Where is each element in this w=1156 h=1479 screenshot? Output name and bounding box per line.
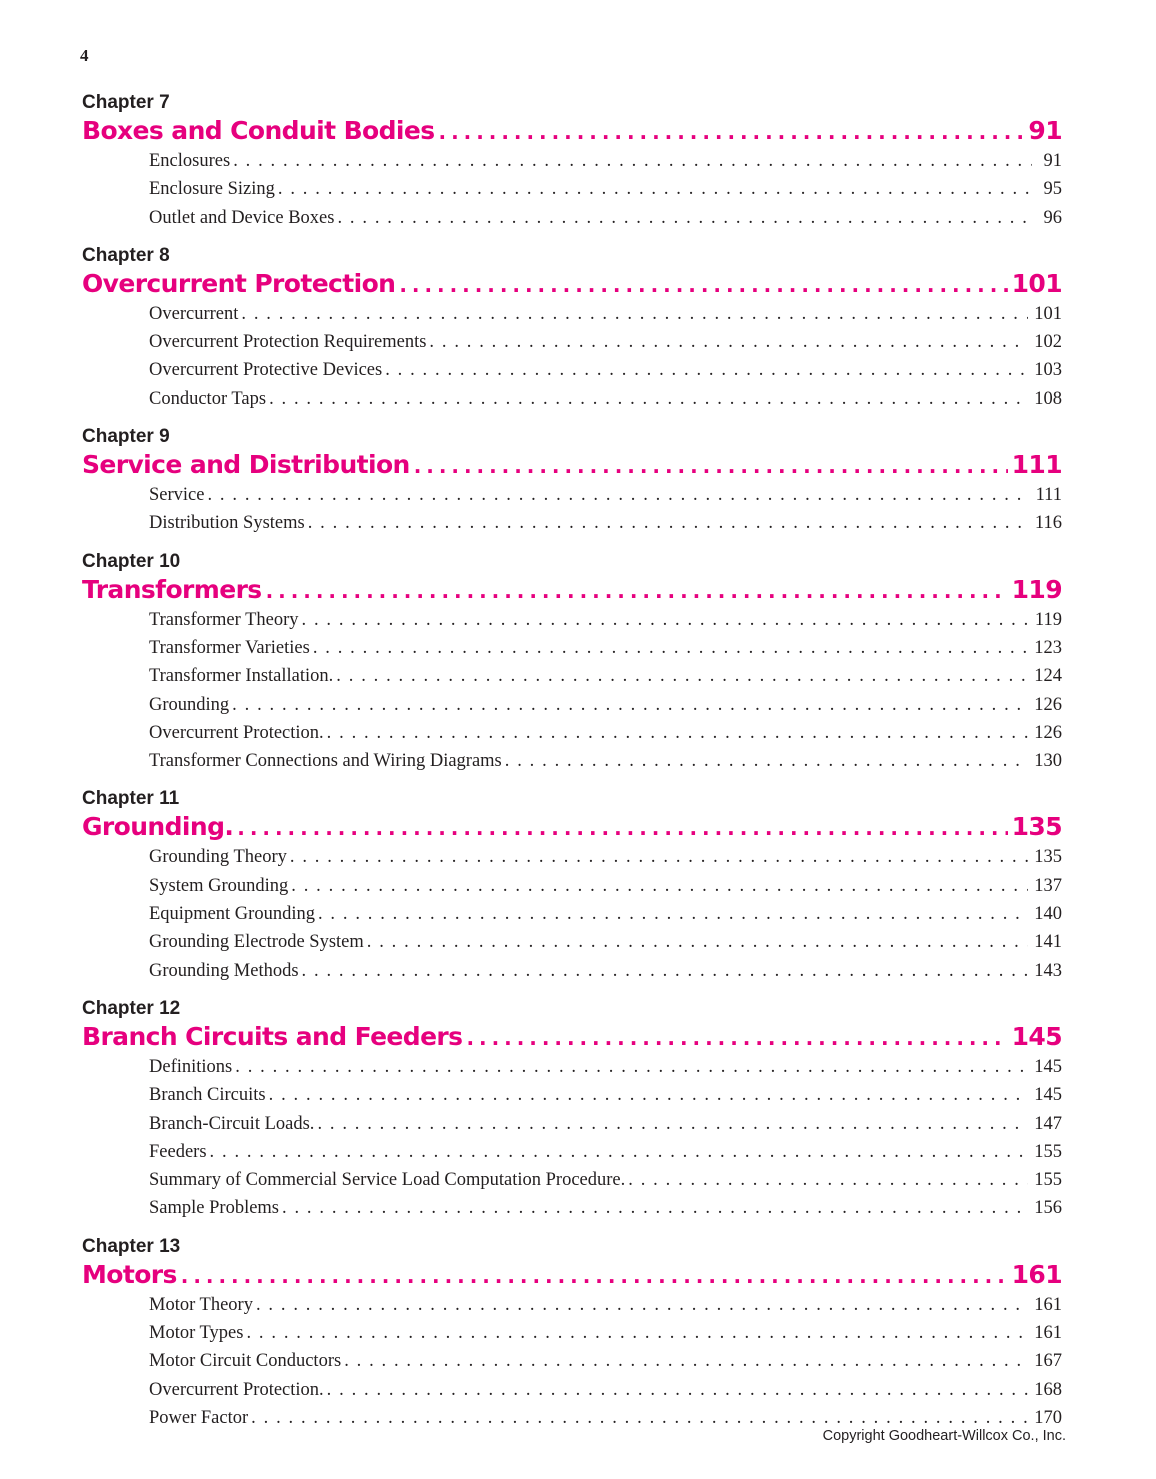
section-entry[interactable]	[149, 900, 1062, 928]
dot-leader	[282, 1194, 1028, 1222]
dot-leader	[439, 117, 1025, 147]
chapter-11	[82, 788, 1062, 997]
section-entry[interactable]	[149, 175, 1062, 203]
section-entry[interactable]	[149, 1347, 1062, 1375]
dot-leader	[266, 576, 1008, 606]
dot-leader	[308, 509, 1029, 537]
section-list	[82, 300, 1062, 426]
section-title: Overcurrent Protection.	[149, 1379, 324, 1400]
dot-leader	[232, 691, 1028, 719]
dot-leader	[399, 270, 1007, 300]
section-entry[interactable]	[149, 747, 1062, 775]
chapter-label: Chapter 13	[82, 1235, 181, 1257]
section-page: 137	[1034, 875, 1062, 896]
section-title: Transformer Installation.	[149, 666, 334, 687]
section-entry[interactable]	[149, 1110, 1062, 1138]
section-title: Transformer Varieties	[149, 637, 310, 658]
chapter-title-row[interactable]	[82, 1260, 1062, 1291]
dot-leader	[278, 175, 1032, 203]
section-entry[interactable]	[149, 719, 1062, 747]
section-page: 91	[1043, 151, 1062, 171]
section-title: Sample Problems	[149, 1198, 280, 1219]
chapter-label: Chapter 7	[82, 92, 170, 113]
section-page: 126	[1034, 694, 1062, 715]
chapter-title-row[interactable]	[82, 269, 1062, 300]
section-title: Grounding Electrode System	[149, 932, 364, 953]
dot-leader	[210, 1138, 1029, 1166]
section-page: 155	[1034, 1170, 1062, 1191]
chapter-title-row[interactable]	[82, 450, 1062, 481]
section-title: Summary of Commercial Service Load Computation Procedure.	[149, 1170, 626, 1191]
dot-leader	[246, 1319, 1028, 1347]
section-title: Grounding Methods	[149, 960, 299, 981]
chapter-12	[82, 998, 1062, 1236]
section-title: Equipment Grounding	[149, 904, 315, 925]
dot-leader	[385, 356, 1028, 384]
section-title: Feeders	[149, 1141, 207, 1162]
section-page: 156	[1034, 1198, 1062, 1219]
section-entry[interactable]	[149, 1053, 1062, 1081]
section-page: 116	[1034, 513, 1062, 534]
section-page: 126	[1034, 722, 1062, 743]
section-page: 140	[1034, 904, 1062, 925]
dot-leader	[291, 872, 1028, 900]
section-list	[82, 1291, 1062, 1445]
section-entry[interactable]	[149, 1194, 1062, 1222]
section-page: 161	[1034, 1323, 1062, 1344]
chapter-7	[82, 92, 1062, 245]
section-entry[interactable]	[149, 957, 1062, 985]
chapter-label: Chapter 11	[82, 788, 180, 810]
dot-leader	[429, 328, 1028, 356]
section-title: Motor Types	[149, 1323, 244, 1344]
chapter-title-row[interactable]	[82, 575, 1062, 606]
dot-leader	[313, 634, 1028, 662]
section-entry[interactable]	[149, 928, 1062, 956]
section-entry[interactable]	[149, 300, 1062, 328]
chapter-page: 111	[1011, 450, 1062, 480]
section-entry[interactable]	[149, 662, 1062, 690]
chapter-title-row[interactable]	[82, 812, 1062, 843]
chapter-page: 135	[1011, 812, 1062, 842]
section-entry[interactable]	[149, 356, 1062, 384]
section-page: 143	[1034, 960, 1062, 981]
dot-leader	[367, 928, 1028, 956]
chapter-title: Motors	[82, 1259, 177, 1289]
section-title: Overcurrent Protection.	[149, 722, 324, 743]
section-title: Enclosures	[149, 151, 231, 171]
section-page: 167	[1034, 1351, 1062, 1372]
chapter-title: Branch Circuits and Feeders	[82, 1021, 463, 1051]
chapter-page: 119	[1011, 574, 1062, 604]
chapter-label: Chapter 10	[82, 550, 181, 572]
section-page: 123	[1034, 637, 1062, 658]
section-entry[interactable]	[149, 1376, 1062, 1404]
section-entry[interactable]	[149, 204, 1062, 232]
section-page: 95	[1043, 179, 1062, 200]
chapter-8	[82, 245, 1062, 426]
section-entry[interactable]	[149, 843, 1062, 871]
section-title: Overcurrent Protective Devices	[149, 360, 383, 381]
copyright-notice: Copyright Goodheart-Willcox Co., Inc.	[822, 1428, 1066, 1444]
section-page: 135	[1034, 847, 1062, 868]
section-page: 103	[1034, 360, 1062, 381]
dot-leader	[414, 451, 1008, 481]
chapter-13	[82, 1236, 1062, 1445]
dot-leader	[466, 1023, 1007, 1053]
section-page: 168	[1034, 1379, 1062, 1400]
section-title: Overcurrent	[149, 303, 239, 324]
dot-leader	[241, 300, 1028, 328]
chapter-10	[82, 551, 1062, 789]
dot-leader	[628, 1166, 1028, 1194]
section-title: Branch Circuits	[149, 1085, 266, 1106]
section-entry[interactable]	[149, 385, 1062, 413]
section-page: 102	[1034, 332, 1062, 353]
dot-leader	[318, 900, 1028, 928]
dot-leader	[269, 385, 1028, 413]
chapter-label: Chapter 9	[82, 426, 170, 448]
section-entry[interactable]	[149, 1166, 1062, 1194]
section-page: 161	[1034, 1294, 1062, 1315]
section-entry[interactable]	[149, 509, 1062, 537]
section-entry[interactable]	[149, 1138, 1062, 1166]
section-title: System Grounding	[149, 875, 289, 896]
section-list	[82, 606, 1062, 789]
chapter-title: Service and Distribution	[82, 450, 410, 480]
section-entry[interactable]	[149, 1319, 1062, 1347]
section-title: Grounding Theory	[149, 847, 287, 868]
chapter-9	[82, 426, 1062, 551]
section-title: Motor Theory	[149, 1294, 253, 1315]
section-title: Distribution Systems	[149, 513, 305, 534]
section-page: 145	[1034, 1056, 1062, 1077]
dot-leader	[233, 147, 1032, 175]
dot-leader	[290, 843, 1028, 871]
chapter-title: Grounding.	[82, 812, 234, 842]
section-page: 101	[1034, 303, 1062, 324]
dot-leader	[269, 1081, 1029, 1109]
dot-leader	[327, 1376, 1029, 1404]
chapter-title: Transformers	[82, 574, 262, 604]
section-page: 145	[1034, 1085, 1062, 1106]
section-page: 111	[1035, 485, 1062, 506]
section-title: Motor Circuit Conductors	[149, 1351, 342, 1372]
dot-leader	[237, 813, 1007, 843]
dot-leader	[344, 1347, 1028, 1375]
section-page: 96	[1043, 207, 1062, 228]
section-title: Power Factor	[149, 1407, 249, 1428]
section-entry[interactable]	[149, 691, 1062, 719]
section-page: 155	[1034, 1141, 1062, 1162]
chapter-page: 91	[1028, 116, 1062, 145]
table-of-contents	[82, 92, 1062, 1445]
section-entry[interactable]	[149, 1081, 1062, 1109]
dot-leader	[337, 204, 1032, 232]
section-title: Outlet and Device Boxes	[149, 207, 335, 228]
section-list	[82, 147, 1062, 245]
section-title: Transformer Theory	[149, 609, 299, 630]
section-title: Service	[149, 485, 205, 506]
dot-leader	[181, 1261, 1008, 1291]
section-entry[interactable]	[149, 328, 1062, 356]
section-list	[82, 843, 1062, 997]
chapter-page: 161	[1011, 1259, 1062, 1289]
chapter-title-row[interactable]	[82, 116, 1062, 147]
chapter-page: 145	[1011, 1021, 1062, 1051]
dot-leader	[302, 957, 1029, 985]
dot-leader	[207, 481, 1029, 509]
section-page: 130	[1034, 751, 1062, 772]
dot-leader	[256, 1291, 1028, 1319]
section-title: Conductor Taps	[149, 388, 267, 409]
section-page: 141	[1034, 932, 1062, 953]
section-entry[interactable]	[149, 606, 1062, 634]
section-entry[interactable]	[149, 634, 1062, 662]
page-number: 4	[80, 46, 89, 65]
section-entry[interactable]	[149, 147, 1062, 175]
section-list	[82, 1053, 1062, 1236]
dot-leader	[235, 1053, 1028, 1081]
section-list	[82, 481, 1062, 551]
section-page: 119	[1034, 609, 1062, 630]
section-page: 170	[1034, 1407, 1062, 1428]
section-entry[interactable]	[149, 872, 1062, 900]
section-page: 147	[1034, 1113, 1062, 1134]
section-title: Branch-Circuit Loads.	[149, 1113, 315, 1134]
chapter-page: 101	[1011, 268, 1062, 298]
section-page: 124	[1034, 666, 1062, 687]
chapter-label: Chapter 12	[82, 997, 181, 1019]
dot-leader	[336, 662, 1028, 690]
chapter-label: Chapter 8	[82, 244, 170, 266]
section-entry[interactable]	[149, 481, 1062, 509]
chapter-title: Boxes and Conduit Bodies	[82, 116, 435, 145]
dot-leader	[302, 606, 1029, 634]
section-entry[interactable]	[149, 1291, 1062, 1319]
dot-leader	[317, 1110, 1028, 1138]
section-title: Definitions	[149, 1056, 233, 1077]
section-title: Transformer Connections and Wiring Diagrams	[149, 751, 502, 772]
dot-leader	[505, 747, 1028, 775]
chapter-title-row[interactable]	[82, 1022, 1062, 1053]
section-title: Overcurrent Protection Requirements	[149, 332, 427, 353]
section-title: Grounding	[149, 694, 230, 715]
chapter-title: Overcurrent Protection	[82, 268, 396, 298]
section-page: 108	[1034, 388, 1062, 409]
dot-leader	[327, 719, 1029, 747]
section-title: Enclosure Sizing	[149, 179, 275, 200]
